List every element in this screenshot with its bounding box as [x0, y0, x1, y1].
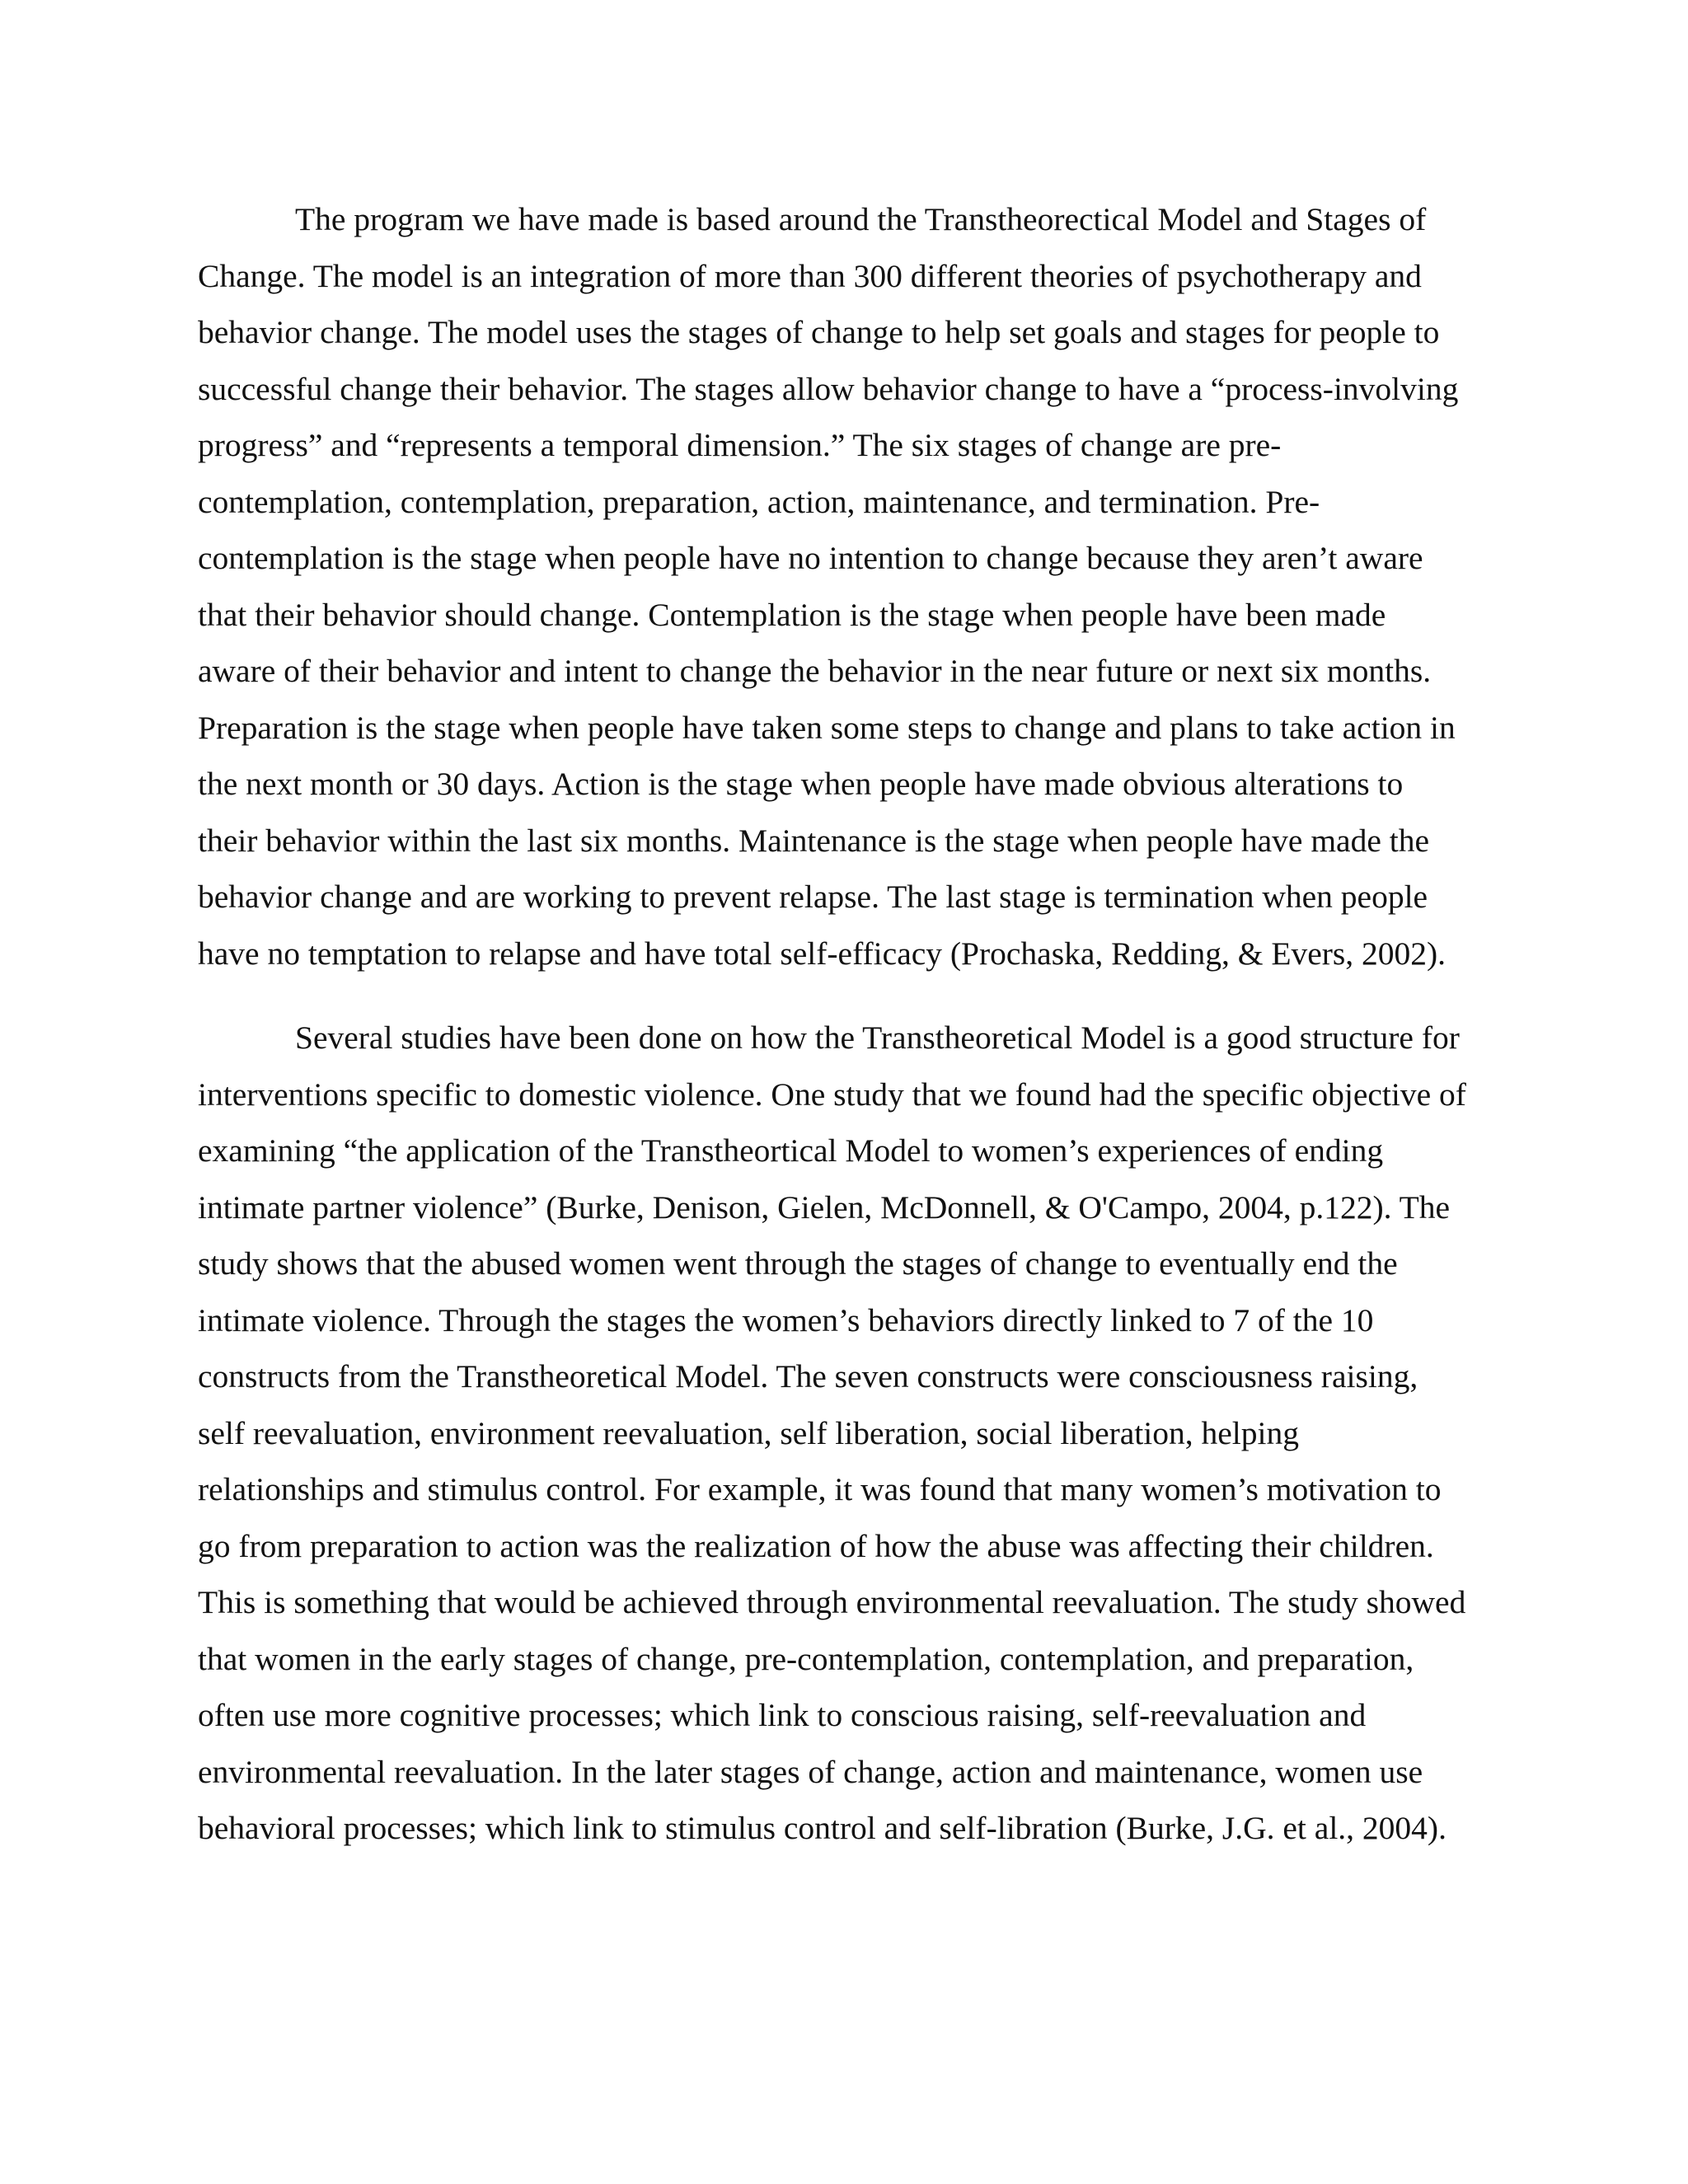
text-line: successful change their behavior. The stages allow behavior change to have a “process-involving	[198, 370, 1459, 407]
text-line: interventions specific to domestic violence. One study that we found had the specific objective of	[198, 1076, 1466, 1113]
text-line: intimate violence. Through the stages the women’s behaviors directly linked to 7 of the 10	[198, 1301, 1374, 1338]
text-line: behavior change and are working to prevent relapse. The last stage is termination when people	[198, 879, 1428, 915]
document-body	[198, 191, 1492, 1885]
text-line: constructs from the Transtheoretical Model. The seven constructs were consciousness raising,	[198, 1358, 1418, 1394]
text-line: often use more cognitive processes; which link to conscious raising, self-reevaluation and	[198, 1697, 1367, 1733]
text-line: contemplation, contemplation, preparation, action, maintenance, and termination. Pre-	[198, 483, 1320, 520]
text-line: Preparation is the stage when people have taken some steps to change and plans to take action in	[198, 709, 1456, 746]
text-line: that their behavior should change. Contemplation is the stage when people have been made	[198, 596, 1386, 633]
text-line: self reevaluation, environment reevaluation, self liberation, social liberation, helping	[198, 1414, 1299, 1451]
text-line: environmental reevaluation. In the later stages of change, action and maintenance, women use	[198, 1753, 1423, 1790]
text-line: The program we have made is based around the Transtheorectical Model and Stages of	[295, 201, 1427, 237]
text-line: behavioral processes; which link to stimulus control and self-libration (Burke, J.G. et al., 2004).	[198, 1810, 1447, 1846]
text-line: contemplation is the stage when people have no intention to change because they aren’t aware	[198, 540, 1423, 576]
text-line: aware of their behavior and intent to change the behavior in the near future or next six months.	[198, 653, 1432, 689]
text-line: progress” and “represents a temporal dimension.” The six stages of change are pre-	[198, 427, 1282, 463]
text-line: their behavior within the last six months. Maintenance is the stage when people have made the	[198, 822, 1429, 859]
paragraph-2	[198, 1010, 1492, 1857]
paragraph-1	[198, 191, 1492, 982]
text-line: examining “the application of the Transtheortical Model to women’s experiences of ending	[198, 1132, 1384, 1169]
text-line: Change. The model is an integration of more than 300 different theories of psychotherapy and	[198, 257, 1422, 294]
text-line: This is something that would be achieved through environmental reevaluation. The study showed	[198, 1584, 1466, 1620]
text-line: study shows that the abused women went through the stages of change to eventually end the	[198, 1245, 1398, 1282]
text-line: the next month or 30 days. Action is the stage when people have made obvious alterations to	[198, 766, 1404, 802]
text-line: have no temptation to relapse and have total self-efficacy (Prochaska, Redding, & Evers, 2002).	[198, 935, 1447, 972]
text-line: behavior change. The model uses the stages of change to help set goals and stages for people to	[198, 314, 1440, 350]
text-line: relationships and stimulus control. For example, it was found that many women’s motivation to	[198, 1471, 1442, 1507]
text-line: go from preparation to action was the realization of how the abuse was affecting their children.	[198, 1527, 1434, 1564]
text-line: Several studies have been done on how the Transtheoretical Model is a good structure for	[295, 1019, 1460, 1056]
text-line: intimate partner violence” (Burke, Denison, Gielen, McDonnell, & O'Campo, 2004, p.122). The	[198, 1188, 1451, 1226]
text-line: that women in the early stages of change, pre-contemplation, contemplation, and preparation,	[198, 1640, 1414, 1677]
